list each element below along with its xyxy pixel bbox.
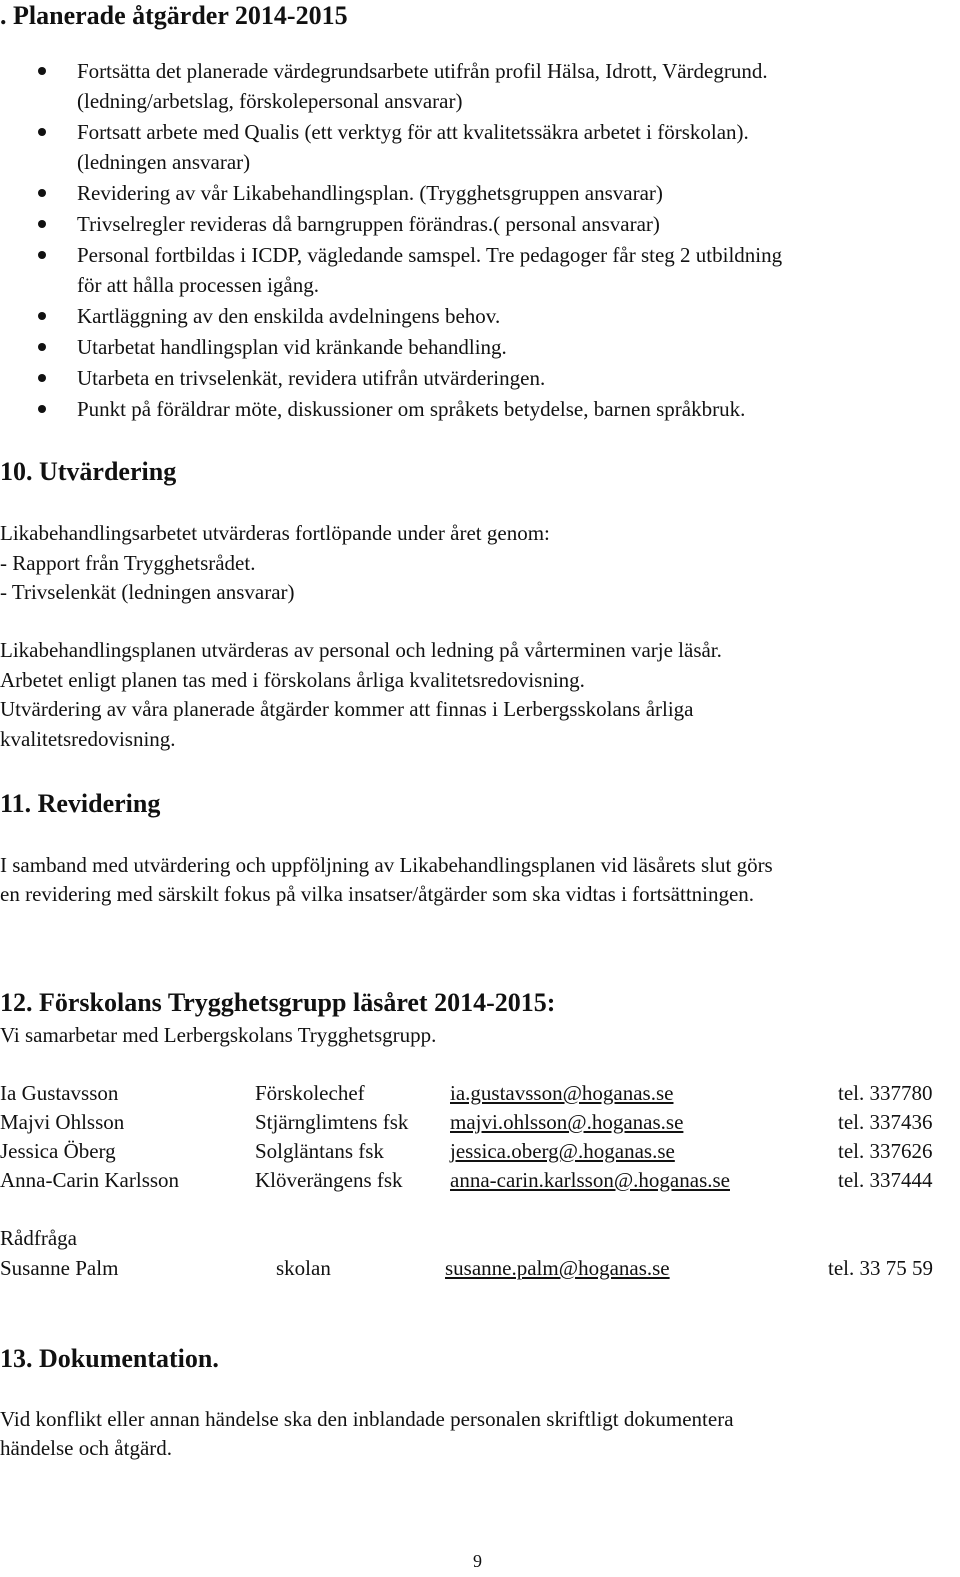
bullet-icon (38, 405, 46, 413)
contact-email-link[interactable]: majvi.ohlsson@.hoganas.se (450, 1110, 684, 1134)
evaluation-paragraph-line: Arbetet enligt planen tas med i förskolans årliga kvalitetsredovisning. (0, 668, 585, 692)
list-item-text: Punkt på föräldrar möte, diskussioner om språkets betydelse, barnen språkbruk. (77, 397, 746, 421)
evaluation-item: - Trivselenkät (ledningen ansvarar) (0, 580, 295, 604)
section-heading-revision: 11. Revidering (0, 789, 161, 818)
bullet-icon (38, 128, 46, 136)
contact-phone: tel. 337444 (838, 1168, 933, 1192)
bullet-icon (38, 374, 46, 382)
contact-email-link[interactable]: anna-carin.karlsson@.hoganas.se (450, 1168, 730, 1192)
evaluation-intro: Likabehandlingsarbetet utvärderas fortlöpande under året genom: (0, 521, 550, 545)
bullet-icon (38, 343, 46, 351)
contact-role: Stjärnglimtens fsk (255, 1110, 409, 1134)
contact-phone: tel. 337780 (838, 1081, 933, 1105)
section-heading-evaluation: 10. Utvärdering (0, 457, 177, 486)
evaluation-item: - Rapport från Trygghetsrådet. (0, 551, 256, 575)
list-item-text: Fortsatt arbete med Qualis (ett verktyg för att kvalitetssäkra arbetet i förskolan). (77, 120, 749, 144)
evaluation-paragraph-line: Utvärdering av våra planerade åtgärder kommer att finnas i Lerbergsskolans årliga (0, 697, 694, 721)
bullet-icon (38, 312, 46, 320)
safety-group-intro: Vi samarbetar med Lerbergskolans Trygghetsgrupp. (0, 1023, 437, 1047)
page-number: 9 (473, 1551, 482, 1571)
revision-paragraph-line: I samband med utvärdering och uppföljning av Likabehandlingsplanen vid läsårets slut görs (0, 853, 773, 877)
list-item-text: Kartläggning av den enskilda avdelningens behov. (77, 304, 501, 328)
list-item-text: (ledningen ansvarar) (77, 150, 251, 174)
contact-email-link[interactable]: jessica.oberg@.hoganas.se (450, 1139, 675, 1163)
list-item-text: Revidering av vår Likabehandlingsplan. (Trygghetsgruppen ansvarar) (77, 181, 663, 205)
section-heading-documentation: 13. Dokumentation. (0, 1344, 219, 1373)
contact-phone: tel. 337626 (838, 1139, 933, 1163)
contact-name: Jessica Öberg (0, 1139, 116, 1163)
contact-email-link[interactable]: ia.gustavsson@hoganas.se (450, 1081, 674, 1105)
revision-paragraph-line: en revidering med särskilt fokus på vilka insatser/åtgärder som ska vidtas i fortsättningen. (0, 882, 755, 906)
contact-name: Anna-Carin Karlsson (0, 1168, 180, 1192)
section-heading-safety-group: 12. Förskolans Trygghetsgrupp läsåret 2014-2015: (0, 988, 556, 1017)
documentation-paragraph-line: händelse och åtgärd. (0, 1436, 173, 1460)
documentation-paragraph-line: Vid konflikt eller annan händelse ska den inblandade personalen skriftligt dokumentera (0, 1407, 734, 1431)
evaluation-paragraph-line: Likabehandlingsplanen utvärderas av personal och ledning på vårterminen varje läsår. (0, 638, 722, 662)
list-item-text: Utarbeta en trivselenkät, revidera utifrån utvärderingen. (77, 366, 546, 390)
bullet-icon (38, 67, 46, 75)
contact-name: Ia Gustavsson (0, 1081, 119, 1105)
advisor-label: Rådfråga (0, 1226, 77, 1250)
contact-name: Majvi Ohlsson (0, 1110, 125, 1134)
advisor-name: Susanne Palm (0, 1256, 119, 1280)
list-item-text: Utarbetat handlingsplan vid kränkande behandling. (77, 335, 507, 359)
advisor-email-link[interactable]: susanne.palm@hoganas.se (445, 1256, 670, 1280)
bullet-icon (38, 189, 46, 197)
list-item-text: Fortsätta det planerade värdegrundsarbete utifrån profil Hälsa, Idrott, Värdegrund. (77, 59, 768, 83)
list-item-text: Personal fortbildas i ICDP, vägledande samspel. Tre pedagoger får steg 2 utbildning (77, 243, 783, 267)
contact-role: Förskolechef (255, 1081, 365, 1105)
advisor-phone: tel. 33 75 59 (828, 1256, 933, 1280)
bullet-icon (38, 251, 46, 259)
contact-phone: tel. 337436 (838, 1110, 933, 1134)
list-item-text: (ledning/arbetslag, förskolepersonal ansvarar) (77, 89, 463, 113)
contact-role: Klöverängens fsk (255, 1168, 403, 1192)
section-heading-planned-actions: . Planerade åtgärder 2014-2015 (0, 1, 348, 30)
list-item-text: Trivselregler revideras då barngruppen förändras.( personal ansvarar) (77, 212, 660, 236)
list-item-text: för att hålla processen igång. (77, 273, 319, 297)
evaluation-paragraph-line: kvalitetsredovisning. (0, 727, 176, 751)
contact-role: Solgläntans fsk (255, 1139, 384, 1163)
bullet-icon (38, 220, 46, 228)
advisor-role: skolan (276, 1256, 331, 1280)
